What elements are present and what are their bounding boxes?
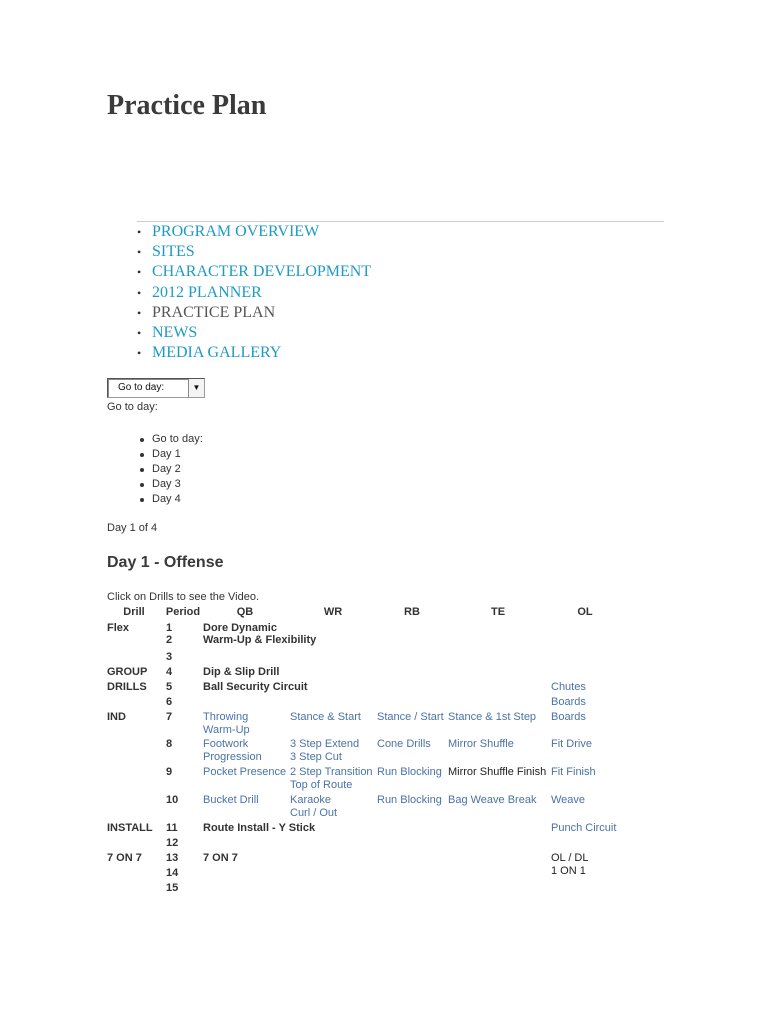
table-cell-ol[interactable] — [551, 794, 585, 807]
day-4-link[interactable]: Day 4 — [152, 493, 181, 505]
chevron-down-icon[interactable]: ▼ — [188, 379, 204, 397]
table-cell-qb[interactable] — [203, 738, 262, 764]
cell-text: Ball Security Circuit — [203, 681, 308, 693]
day-list-item-day-2[interactable] — [152, 462, 203, 477]
table-cell-period — [166, 766, 172, 779]
table-cell-te[interactable] — [448, 711, 536, 724]
cell-text: 7 ON 7 — [203, 852, 238, 864]
table-cell-rb[interactable] — [377, 766, 442, 779]
go-to-day-label: Go to day: — [107, 401, 158, 413]
cell-text: Flex — [107, 622, 130, 634]
cell-text: Dip & Slip Drill — [203, 666, 280, 678]
day-list — [152, 432, 203, 507]
cell-text: 11 — [166, 822, 178, 834]
table-cell-drill — [107, 681, 147, 694]
drill-link[interactable]: Run Blocking — [377, 766, 442, 778]
instructions-text: Click on Drills to see the Video. — [107, 591, 260, 603]
cell-text: 4 — [166, 666, 173, 678]
cell-text: INSTALL — [107, 822, 153, 834]
cell-text: 14 — [166, 867, 179, 879]
table-cell-ol[interactable] — [551, 822, 616, 835]
day-list-item-go-to-day — [152, 432, 203, 447]
drill-link[interactable]: Fit Drive — [551, 738, 592, 750]
table-cell-period — [166, 852, 178, 865]
drill-link[interactable]: Chutes — [551, 681, 586, 693]
drill-link[interactable]: Boards — [551, 711, 586, 723]
day-counter: Day 1 of 4 — [107, 522, 158, 534]
drill-link[interactable]: Pocket Presence — [203, 766, 287, 778]
cell-text: 3 — [166, 651, 173, 663]
nav-item-2012-planner[interactable] — [137, 283, 371, 303]
nav-link-sites[interactable]: SITES — [152, 243, 195, 261]
nav-item-news[interactable] — [137, 323, 371, 343]
table-cell-qb — [203, 822, 315, 835]
table-header-ol: OL — [577, 606, 593, 618]
drill-link[interactable]: Top of Route — [290, 779, 353, 791]
nav-current-practice-plan: PRACTICE PLAN — [152, 303, 276, 321]
table-cell-rb[interactable] — [377, 711, 444, 724]
drill-link[interactable]: Stance & 1st Step — [448, 711, 537, 723]
cell-text: 9 — [166, 766, 173, 778]
cell-text: 5 — [166, 681, 173, 693]
table-cell-period — [166, 882, 178, 895]
table-cell-period — [166, 711, 172, 724]
page-title: Practice Plan — [107, 90, 267, 121]
nav-item-practice-plan — [137, 303, 371, 323]
table-cell-ol[interactable] — [551, 738, 592, 751]
table-header-qb: QB — [236, 606, 254, 618]
nav-link-media-gallery[interactable]: MEDIA GALLERY — [152, 344, 282, 362]
table-cell-period — [166, 651, 172, 664]
nav-item-character-development[interactable] — [137, 262, 371, 282]
table-header-rb: RB — [404, 606, 420, 618]
table-cell-period — [166, 666, 172, 679]
table-header-period: Period — [165, 606, 201, 618]
drill-link[interactable]: Curl / Out — [290, 807, 338, 819]
cell-text: DRILLS — [107, 681, 147, 693]
table-cell-ol[interactable] — [551, 711, 586, 724]
nav-link-2012-planner[interactable]: 2012 PLANNER — [152, 283, 262, 301]
day-list-item-day-1[interactable] — [152, 447, 203, 462]
table-cell-drill — [107, 852, 142, 865]
table-cell-te[interactable] — [448, 738, 514, 751]
table-cell-ol[interactable] — [551, 696, 586, 709]
table-cell-qb[interactable] — [203, 711, 250, 737]
table-cell-period — [166, 837, 178, 850]
nav-item-media-gallery[interactable] — [137, 343, 371, 363]
cell-text: 1 ON 1 — [551, 865, 586, 877]
table-cell-period — [166, 681, 172, 694]
table-cell-period — [166, 738, 172, 751]
cell-text: 15 — [166, 882, 179, 894]
table-cell-qb — [203, 634, 316, 647]
day-3-link[interactable]: Day 3 — [152, 478, 181, 490]
day-2-link[interactable]: Day 2 — [152, 463, 181, 475]
drill-link[interactable]: Fit Finish — [551, 766, 596, 778]
table-cell-drill — [107, 711, 126, 724]
table-cell-qb[interactable] — [203, 794, 259, 807]
table-cell-period — [166, 822, 178, 835]
drill-link[interactable]: Mirror Shuffle — [448, 738, 514, 750]
drill-link[interactable]: Karaoke — [290, 794, 331, 806]
nav-link-character-development[interactable]: CHARACTER DEVELOPMENT — [152, 263, 372, 281]
cell-text: Warm-Up & Flexibility — [203, 634, 317, 646]
drill-link[interactable]: Progression — [203, 751, 262, 763]
table-header-drill: Drill — [123, 606, 145, 618]
main-nav — [137, 222, 371, 363]
table-cell-qb — [203, 681, 308, 694]
cell-text: IND — [107, 711, 126, 723]
table-cell-period — [166, 634, 172, 647]
drill-link[interactable]: 3 Step Extend — [290, 738, 360, 750]
cell-text: 12 — [166, 837, 179, 849]
table-cell-ol[interactable] — [551, 766, 596, 779]
drill-link[interactable]: Cone Drills — [377, 738, 431, 750]
table-cell-period — [166, 867, 178, 880]
table-cell-drill — [107, 666, 147, 679]
cell-text: 2 — [166, 634, 173, 646]
cell-text: 8 — [166, 738, 173, 750]
table-cell-rb[interactable] — [377, 738, 431, 751]
cell-text: OL / DL — [551, 852, 589, 864]
day-select-dropdown[interactable] — [107, 378, 205, 398]
drill-link[interactable]: Run Blocking — [377, 794, 442, 806]
nav-link-news[interactable]: NEWS — [152, 323, 198, 341]
day-list-item-day-3[interactable] — [152, 477, 203, 492]
table-cell-wr[interactable] — [290, 794, 337, 820]
nav-item-program-overview[interactable] — [137, 222, 371, 242]
drill-link[interactable]: 2 Step Transition — [290, 766, 373, 778]
day-list-label: Go to day: — [152, 433, 203, 445]
table-cell-period — [166, 696, 172, 709]
table-cell-period — [166, 794, 178, 807]
table-cell-qb — [203, 852, 238, 865]
cell-text: 6 — [166, 696, 173, 708]
cell-text: Dore Dynamic — [203, 622, 277, 634]
day-select-value: Go to day: — [118, 382, 165, 393]
day-1-link[interactable]: Day 1 — [152, 448, 181, 460]
table-header-te: TE — [490, 606, 506, 618]
nav-item-sites[interactable] — [137, 242, 371, 262]
day-list-item-day-4[interactable] — [152, 492, 203, 507]
drill-link[interactable]: Boards — [551, 696, 586, 708]
drill-link[interactable]: Throwing — [203, 711, 249, 723]
drill-link[interactable]: 3 Step Cut — [290, 751, 342, 763]
table-cell-wr[interactable] — [290, 711, 361, 724]
section-title: Day 1 - Offense — [107, 554, 224, 571]
table-cell-wr[interactable] — [290, 766, 373, 792]
table-header-wr: WR — [323, 606, 343, 618]
cell-text: 13 — [166, 852, 179, 864]
table-cell-te — [448, 766, 546, 779]
drill-link[interactable]: Warm-Up — [203, 724, 250, 736]
drill-link[interactable]: Footwork — [203, 738, 249, 750]
cell-text: Route Install - Y Stick — [203, 822, 316, 834]
drill-link[interactable]: Stance / Start — [377, 711, 444, 723]
cell-text: 1 — [166, 622, 173, 634]
cell-text: 7 — [166, 711, 173, 723]
drill-link[interactable]: Weave — [551, 794, 586, 806]
cell-text: GROUP — [107, 666, 148, 678]
table-cell-ol[interactable] — [551, 681, 586, 694]
table-cell-qb[interactable] — [203, 766, 286, 779]
table-cell-te[interactable] — [448, 794, 536, 807]
cell-text: 7 ON 7 — [107, 852, 142, 864]
table-cell-drill — [107, 622, 129, 635]
drill-link[interactable]: Bucket Drill — [203, 794, 259, 806]
cell-text: Mirror Shuffle Finish — [448, 766, 547, 778]
drill-link[interactable]: Stance & Start — [290, 711, 361, 723]
cell-text: 10 — [166, 794, 179, 806]
nav-link-program-overview[interactable]: PROGRAM OVERVIEW — [152, 223, 320, 240]
table-cell-drill — [107, 822, 153, 835]
drill-link[interactable]: Bag Weave Break — [448, 794, 537, 806]
table-cell-ol — [551, 852, 589, 878]
drill-link[interactable]: Punch Circuit — [551, 822, 617, 834]
table-cell-rb[interactable] — [377, 794, 442, 807]
table-cell-qb — [203, 666, 279, 679]
table-cell-wr[interactable] — [290, 738, 359, 764]
